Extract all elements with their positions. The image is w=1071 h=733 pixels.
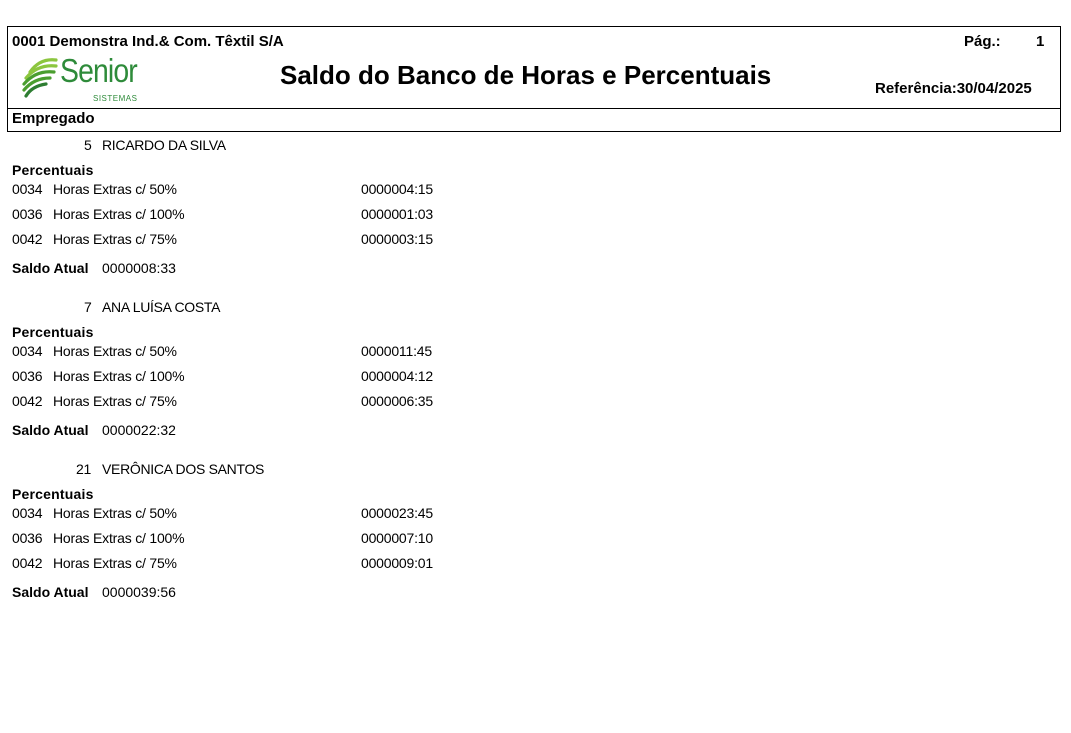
row-value: 0000004:12	[361, 368, 433, 384]
column-header-empregado: Empregado	[12, 110, 95, 127]
row-value: 0000006:35	[361, 393, 433, 409]
row-value: 0000011:45	[361, 343, 432, 359]
employee-id: 21	[76, 461, 91, 477]
saldo-label: Saldo Atual	[12, 584, 89, 600]
row-code: 0042	[12, 555, 43, 571]
reference-date: Referência:30/04/2025	[875, 80, 1032, 97]
report-title: Saldo do Banco de Horas e Percentuais	[280, 60, 772, 90]
row-code: 0034	[12, 181, 43, 197]
row-desc: Horas Extras c/ 75%	[53, 231, 177, 247]
saldo-label: Saldo Atual	[12, 260, 89, 276]
row-desc: Horas Extras c/ 50%	[53, 181, 177, 197]
row-value: 0000007:10	[361, 530, 433, 546]
employee-id: 5	[84, 137, 92, 153]
percentuais-label: Percentuais	[12, 162, 94, 178]
row-value: 0000023:45	[361, 505, 433, 521]
row-code: 0036	[12, 530, 43, 546]
row-desc: Horas Extras c/ 100%	[53, 368, 185, 384]
row-desc: Horas Extras c/ 75%	[53, 555, 177, 571]
senior-logo	[20, 54, 144, 106]
row-code: 0034	[12, 343, 43, 359]
row-code: 0036	[12, 206, 43, 222]
header-divider	[7, 108, 1061, 109]
row-code: 0042	[12, 231, 43, 247]
percentuais-label: Percentuais	[12, 324, 94, 340]
row-desc: Horas Extras c/ 100%	[53, 530, 185, 546]
row-value: 0000004:15	[361, 181, 433, 197]
saldo-label: Saldo Atual	[12, 422, 89, 438]
row-desc: Horas Extras c/ 50%	[53, 343, 177, 359]
saldo-value: 0000022:32	[102, 422, 176, 438]
employee-name: VERÔNICA DOS SANTOS	[102, 461, 265, 477]
percentuais-label: Percentuais	[12, 486, 94, 502]
page-label: Pág.:	[964, 33, 1001, 50]
row-value: 0000009:01	[361, 555, 433, 571]
row-value: 0000003:15	[361, 231, 433, 247]
senior-logo-icon	[20, 54, 60, 100]
saldo-value: 0000008:33	[102, 260, 176, 276]
logo-subtitle: SISTEMAS	[93, 94, 138, 103]
row-desc: Horas Extras c/ 50%	[53, 505, 177, 521]
employee-id: 7	[84, 299, 92, 315]
row-code: 0036	[12, 368, 43, 384]
employee-name: ANA LUÍSA COSTA	[102, 299, 221, 315]
row-value: 0000001:03	[361, 206, 433, 222]
row-code: 0042	[12, 393, 43, 409]
row-desc: Horas Extras c/ 100%	[53, 206, 185, 222]
saldo-value: 0000039:56	[102, 584, 176, 600]
company-name: 0001 Demonstra Ind.& Com. Têxtil S/A	[12, 33, 284, 50]
logo-wordmark: Senior	[60, 52, 137, 89]
row-desc: Horas Extras c/ 75%	[53, 393, 177, 409]
employee-name: RICARDO DA SILVA	[102, 137, 226, 153]
row-code: 0034	[12, 505, 43, 521]
page-number: 1	[1036, 33, 1045, 50]
